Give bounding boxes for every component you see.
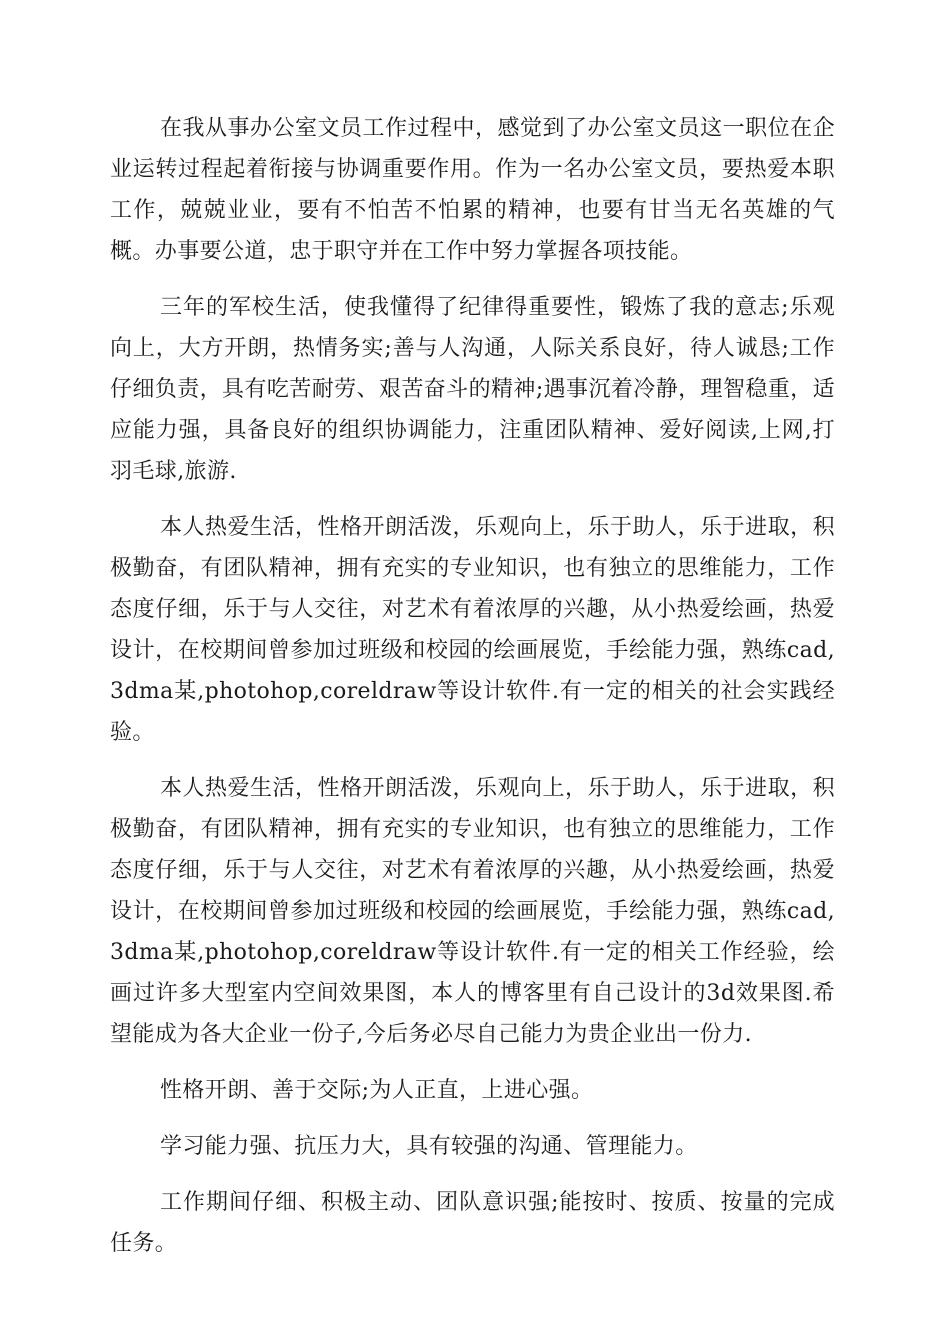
paragraph-office-clerk: 在我从事办公室文员工作过程中，感觉到了办公室文员这一职位在企业运转过程起着衔接与协调重要作用。作为一名办公室文员，要热爱本职工作，兢兢业业，要有不怕苦不怕累的精神，也要有甘当无名英雄的气概。办事要公道，忠于职守并在工作中努力掌握各项技能。 xyxy=(110,116,835,264)
paragraph-gap xyxy=(110,272,835,287)
paragraph-self-intro-1: 本人热爱生活，性格开朗活泼，乐观向上，乐于助人，乐于进取，积极勤奋，有团队精神，拥有充实的专业知识，也有独立的思维能力，工作态度仔细，乐于与人交往，对艺术有着浓厚的兴趣，从小热爱绘画，热爱设计，在校期间曾参加过班级和校园的绘画展览，手绘能力强，熟练cad,3dma某,photohop,coreldraw等设计软件.有一定的相关的社会实践经验。 xyxy=(110,515,835,745)
paragraph-work-attitude: 工作期间仔细、积极主动、团队意识强;能按时、按质、按量的完成任务。 xyxy=(110,1190,835,1256)
paragraph-military-school: 三年的军校生活，使我懂得了纪律得重要性，锻炼了我的意志;乐观向上，大方开朗，热情务实;善与人沟通，人际关系良好，待人诚恳;工作仔细负责，具有吃苦耐劳、艰苦奋斗的精神;遇事沉着冷静，理智稳重，适应能力强，具备良好的组织协调能力，注重团队精神、爱好阅读,上网,打羽毛球,旅游. xyxy=(110,295,835,484)
paragraph-gap xyxy=(110,492,835,507)
paragraph-personality: 性格开朗、善于交际;为人正直，上进心强。 xyxy=(160,1078,594,1103)
document-body xyxy=(110,108,835,1264)
paragraph-learning-ability: 学习能力强、抗压力大，具有较强的沟通、管理能力。 xyxy=(160,1134,698,1159)
paragraph-gap xyxy=(110,1055,835,1070)
paragraph-self-intro-2: 本人热爱生活，性格开朗活泼，乐观向上，乐于助人，乐于进取，积极勤奋，有团队精神，拥有充实的专业知识，也有独立的思维能力，工作态度仔细，乐于与人交往，对艺术有着浓厚的兴趣，从小热爱绘画，热爱设计，在校期间曾参加过班级和校园的绘画展览，手绘能力强，熟练cad,3dma某,photohop,coreldraw等设计软件.有一定的相关工作经验，绘画过许多大型室内空间效果图，本人的博客里有自己设计的3d效果图.希望能成为各大企业一份子,今后务必尽自己能力为贵企业出一份力. xyxy=(110,776,835,1047)
paragraph-gap xyxy=(110,753,835,768)
paragraph-gap xyxy=(110,1167,835,1182)
paragraph-gap xyxy=(110,1111,835,1126)
